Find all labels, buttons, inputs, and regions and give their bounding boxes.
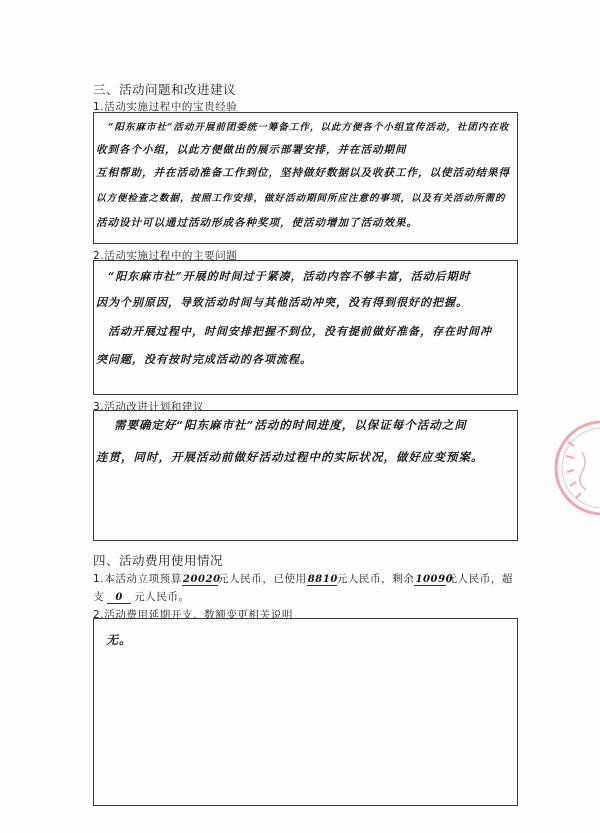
section-4-heading: 四、活动费用使用情况: [93, 553, 224, 568]
used-value: 8810: [307, 574, 338, 585]
q2-line-1: “阳东麻市社”开展的时间过于紧凑，活动内容不够丰富，活动后期时: [108, 270, 471, 283]
red-seal-stamp: [520, 412, 600, 524]
budget-value: 20020: [182, 574, 221, 585]
expense-note-answer: 无。: [106, 633, 133, 647]
q1-line-4: 以方便检查之数据，按照工作安排，做好活动期间所应注意的事项，以及有关活动所需的: [96, 193, 506, 204]
q2-label: 2.活动实施过程中的主要问题: [93, 250, 238, 262]
over-value: 0: [107, 592, 131, 604]
q1-line-1: “阳东麻市社”活动开展前团委统一筹备工作，以此方便各个小组宣传活动，社团内在收: [108, 122, 510, 133]
q2-line-2: 因为个别原因，导致活动时间与其他活动冲突，没有得到很好的把握。: [96, 296, 468, 309]
expense-note-box: [93, 618, 518, 806]
budget-line-1: [93, 571, 513, 586]
q3-line-1: 需要确定好“阳东麻市社”活动的时间进度，以保证每个活动之间: [114, 418, 467, 432]
q1-line-2: 收到各个小组，以此方便做出的展示部署安排，并在活动期间: [96, 144, 407, 156]
q3-answer-box: [93, 410, 518, 541]
q1-line-5: 活动设计可以通过活动形成各种奖项，使活动增加了活动效果。: [96, 217, 418, 229]
over-prefix: 支: [93, 591, 105, 603]
expense-note-label: 2.活动费用延期开支、数额变更相关说明: [93, 609, 293, 621]
q1-label: 1.活动实施过程中的宝贵经验: [93, 101, 238, 113]
section-3-heading: 三、活动问题和改进建议: [93, 82, 237, 97]
q3-line-2: 连贯，同时，开展活动前做好活动过程中的实际状况，做好应变预案。: [96, 450, 484, 464]
budget-suffix: 元人民币。: [134, 591, 190, 603]
q3-label: 3.活动改进计划和建议: [93, 401, 205, 413]
budget-mid2: 元人民币，剩余: [336, 573, 415, 585]
q2-line-4: 突问题，没有按时完成活动的各项流程。: [96, 353, 312, 366]
q1-line-3: 互相帮助，并在活动准备工作到位，坚持做好数据以及收获工作，以使活动结果得: [96, 167, 510, 179]
budget-mid3: 元人民币，超: [446, 573, 514, 585]
q2-line-3: 活动开展过程中，时间安排把握不到位，没有提前做好准备，存在时间冲: [108, 325, 492, 338]
q2-answer-box: [93, 260, 518, 395]
budget-prefix: 1.本活动立项预算: [93, 573, 182, 585]
budget-mid1: 元人民币，已使用: [217, 573, 307, 585]
q1-answer-box: [93, 112, 518, 244]
remain-value: 10090: [415, 574, 454, 585]
budget-line-2: [93, 589, 190, 604]
